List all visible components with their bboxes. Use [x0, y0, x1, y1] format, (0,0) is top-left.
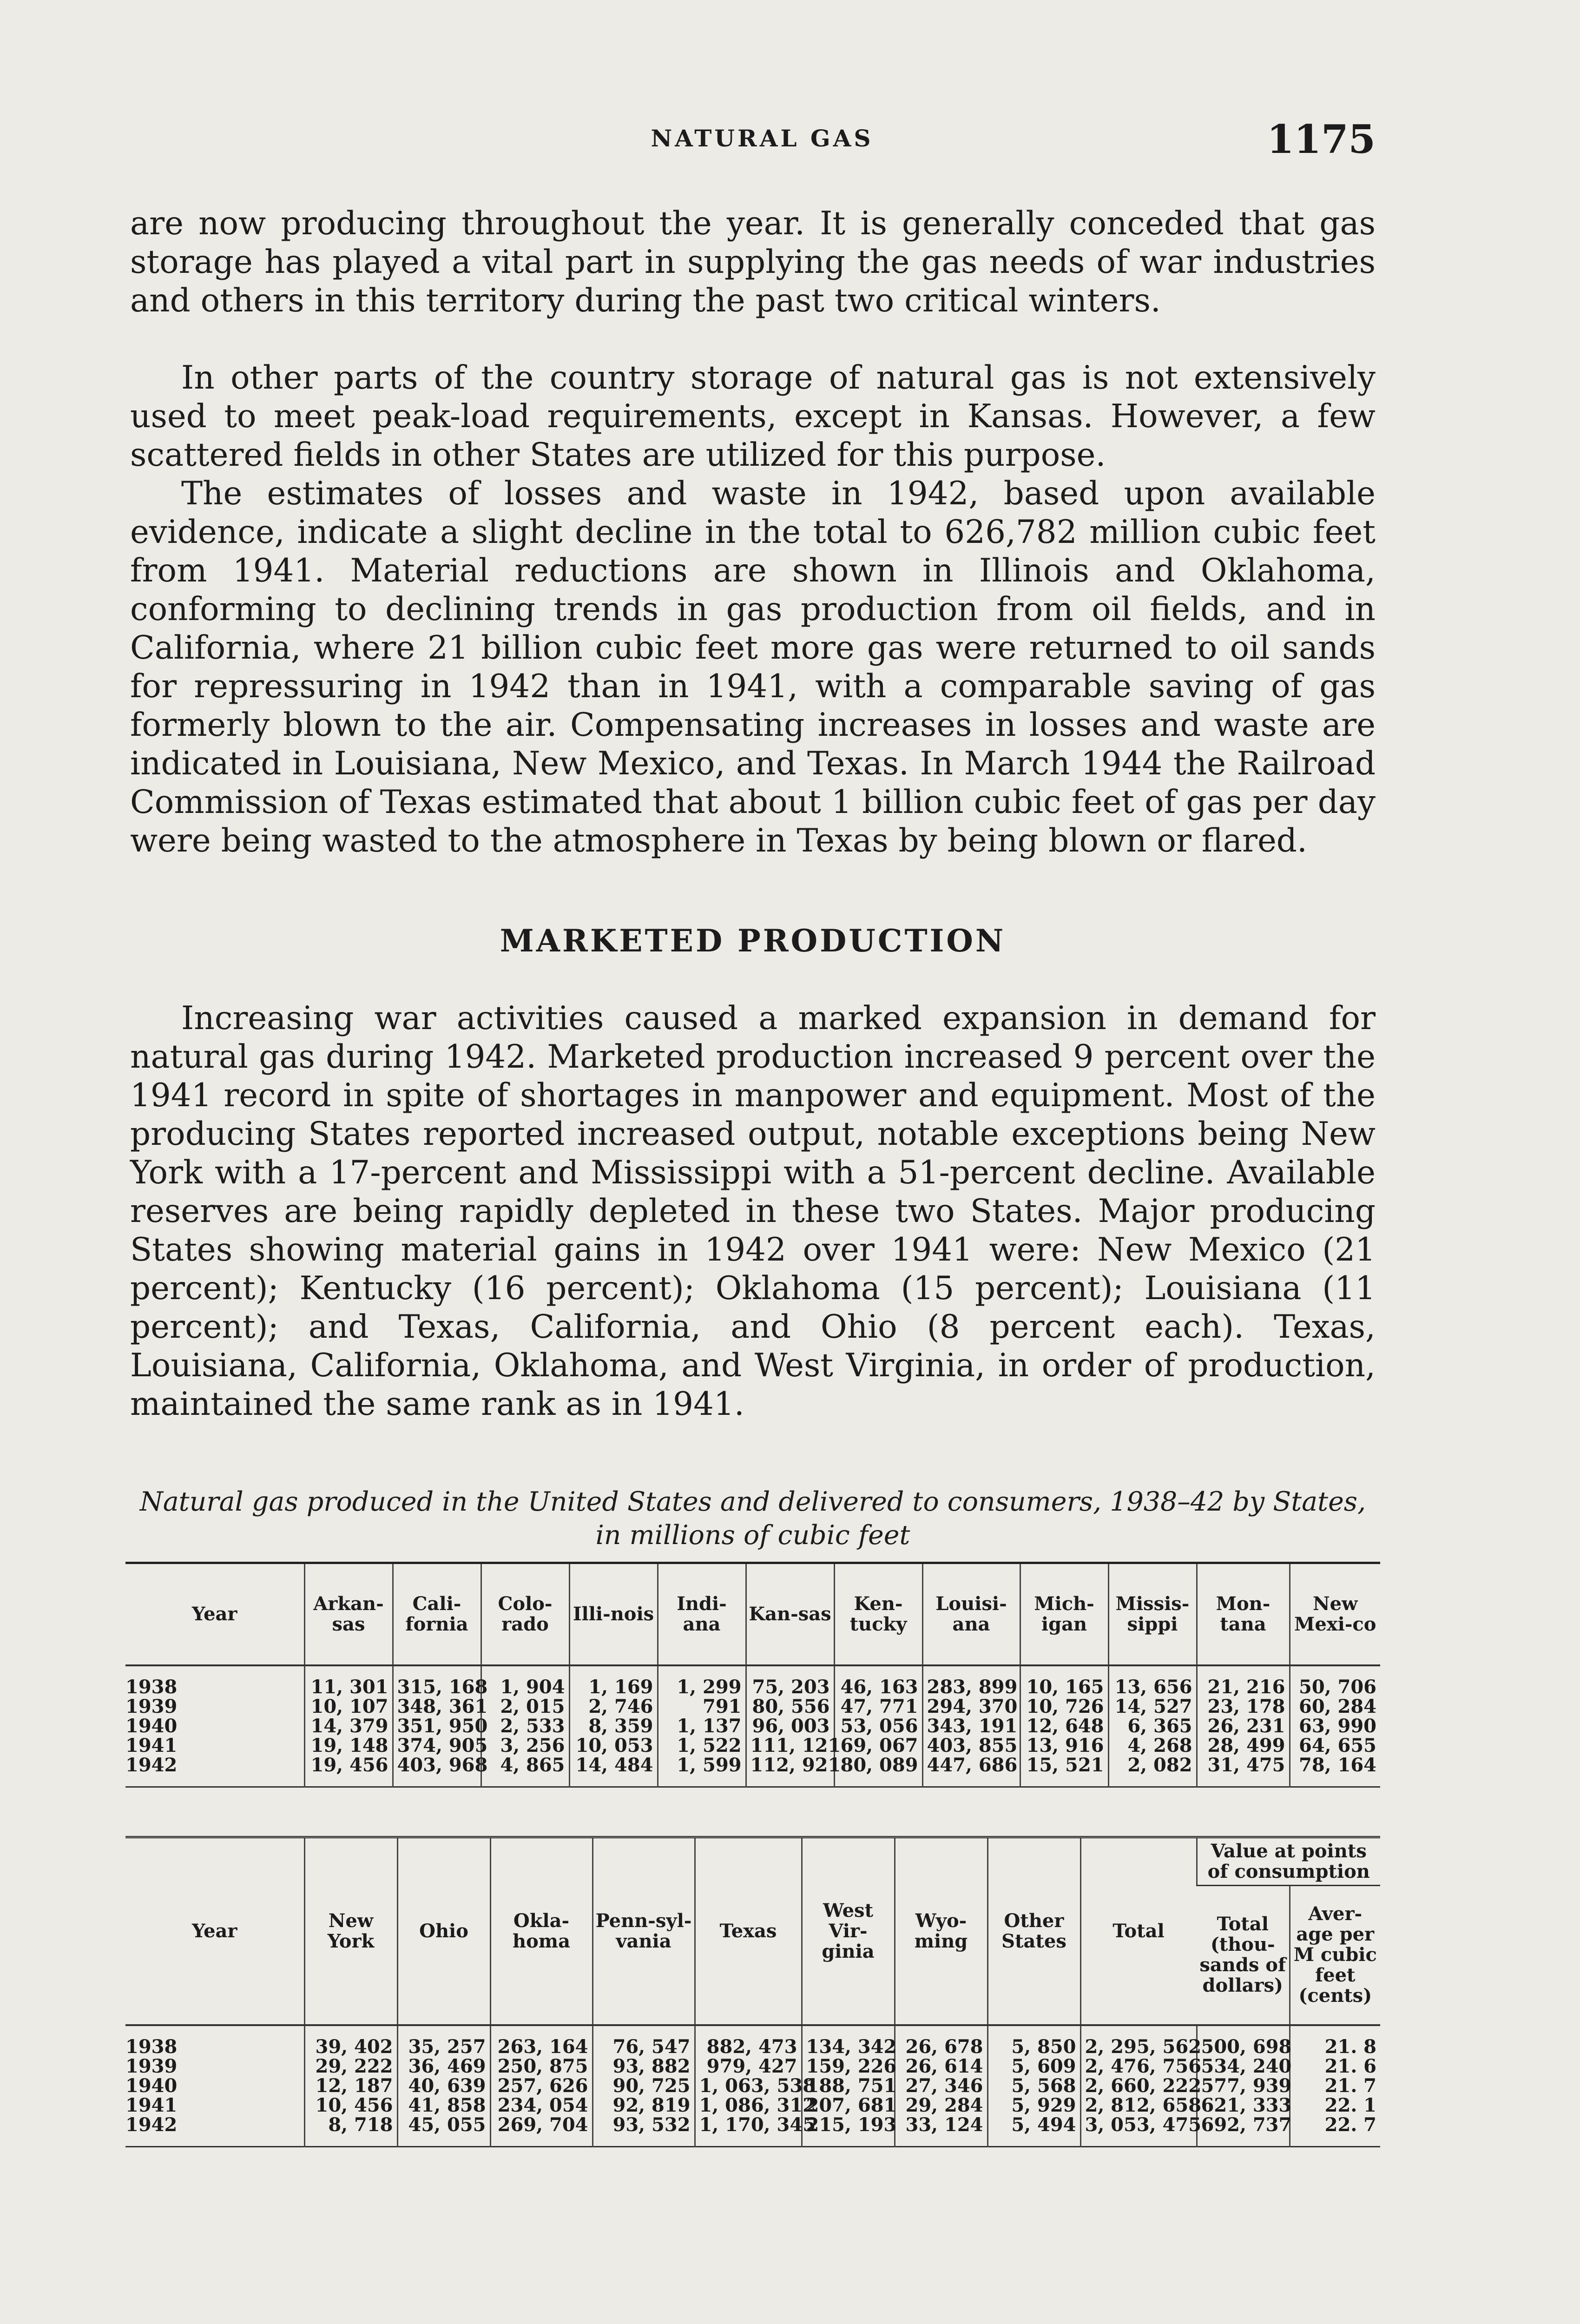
value-cell: 234, 054 [490, 2096, 592, 2115]
value-cell: 69, 067 [834, 1736, 922, 1756]
value-cell: 92, 819 [592, 2096, 695, 2115]
value-cell: 269, 704 [490, 2115, 592, 2147]
value-cell: 188, 751 [802, 2076, 895, 2096]
year-cell: 1942 [125, 1754, 178, 1776]
value-cell: 621, 333 [1197, 2096, 1290, 2115]
column-header: Texas [695, 1837, 802, 2025]
column-header: Kan-sas [746, 1563, 834, 1665]
value-cell: 257, 626 [490, 2076, 592, 2096]
value-cell: 315, 168 [393, 1665, 481, 1697]
value-cell: 13, 656 [1108, 1665, 1197, 1697]
value-cell: 791 [658, 1697, 746, 1717]
column-header: Illi-nois [569, 1563, 658, 1665]
year-cell: 1941 [125, 2094, 178, 2116]
value-cell: 35, 257 [397, 2025, 490, 2057]
value-cell: 10, 726 [1020, 1697, 1108, 1717]
value-cell: 60, 284 [1290, 1697, 1380, 1717]
column-header: Mich-igan [1020, 1563, 1108, 1665]
column-header: Penn-syl-vania [592, 1837, 695, 2025]
running-header: NATURAL GAS [651, 125, 874, 152]
value-cell: 10, 053 [569, 1736, 658, 1756]
value-cell: 159, 226 [802, 2057, 895, 2076]
state-production-table-1 [125, 1562, 1380, 1788]
table-row [125, 1697, 1380, 1717]
value-cell: 692, 737 [1197, 2115, 1290, 2147]
value-cell: 10, 456 [304, 2096, 397, 2115]
value-cell: 2, 746 [569, 1697, 658, 1717]
column-header: Year [125, 1837, 304, 2025]
value-cell: 40, 639 [397, 2076, 490, 2096]
value-cell: 96, 003 [746, 1717, 834, 1736]
value-cell: 500, 698 [1197, 2025, 1290, 2057]
value-cell: 50, 706 [1290, 1665, 1380, 1697]
value-cell: 250, 875 [490, 2057, 592, 2076]
value-cell: 112, 921 [746, 1756, 834, 1787]
value-cell: 134, 342 [802, 2025, 895, 2057]
value-cell: 4, 865 [481, 1756, 569, 1787]
value-cell: 13, 916 [1020, 1736, 1108, 1756]
value-cell: 1, 599 [658, 1756, 746, 1787]
table-row [125, 1665, 1380, 1697]
value-cell: 26, 231 [1197, 1717, 1290, 1736]
value-cell: 3, 053, 475 [1080, 2115, 1197, 2147]
column-header: Ken-tucky [834, 1563, 922, 1665]
value-cell: 45, 055 [397, 2115, 490, 2147]
column-header: Other States [988, 1837, 1080, 2025]
column-header: Louisi-ana [922, 1563, 1020, 1665]
column-header: New York [304, 1837, 397, 2025]
value-cell: 90, 725 [592, 2076, 695, 2096]
column-header: Colo-rado [481, 1563, 569, 1665]
paragraph-marketed-production: Increasing war activities caused a marked expansion in demand for natural gas during 1942. Marketed production increased 9 percent over the 1941 record in spite of shortages in manpower and equipment. Most of the producing States reported increased output, notable exceptions being New York with a 17-percent and Mississippi with a 51-percent decline. Available reserves are being rapidly depleted in these two States. Major producing States showing material gains in 1942 over 1941 were: New Mexico (21 percent); Kentucky (16 percent); Oklahoma (15 percent); Louisiana (11 percent); and Texas, California, and Ohio (8 percent each). Texas, Louisiana, California, Oklahoma, and West Virginia, in order of production, maintained the same rank as in 1941. [130, 1000, 1376, 1423]
value-cell: 11, 301 [304, 1665, 393, 1697]
value-cell: 39, 402 [304, 2025, 397, 2057]
value-cell: 27, 346 [895, 2076, 988, 2096]
value-cell: 5, 929 [988, 2096, 1080, 2115]
paragraph-storage: In other parts of the country storage of natural gas is not extensively used to meet peak-load requirements, except in Kansas. However, a few scattered fields in other States are utilized for this purpose. [130, 359, 1376, 474]
value-cell: 8, 359 [569, 1717, 658, 1736]
section-heading: MARKETED PRODUCTION [500, 923, 1006, 959]
value-cell: 26, 614 [895, 2057, 988, 2076]
paragraph-losses-waste: The estimates of losses and waste in 1942, based upon available evidence, indicate a slight decline in the total to 626,782 million cubic feet from 1941. Material reductions are shown in Illinois and Oklahoma, conforming to declining trends in gas production from oil fields, and in California, where 21 billion cubic feet more gas were returned to oil sands for repressuring in 1942 than in 1941, with a comparable saving of gas formerly blown to the air. Compensating increases in losses and waste are indicated in Louisiana, New Mexico, and Texas. In March 1944 the Railroad Commission of Texas estimated that about 1 billion cubic feet of gas per day were being wasted to the atmosphere in Texas by being blown or flared. [130, 475, 1376, 859]
value-cell: 29, 222 [304, 2057, 397, 2076]
value-cell: 343, 191 [922, 1717, 1020, 1736]
value-cell: 351, 950 [393, 1717, 481, 1736]
year-cell: 1940 [125, 2074, 178, 2097]
table-row [125, 2025, 1380, 2057]
value-cell: 283, 899 [922, 1665, 1020, 1697]
value-cell: 1, 170, 345 [695, 2115, 802, 2147]
column-header: Okla-homa [490, 1837, 592, 2025]
value-cell: 4, 268 [1108, 1736, 1197, 1756]
value-cell: 93, 882 [592, 2057, 695, 2076]
value-cell: 207, 681 [802, 2096, 895, 2115]
paragraph-continuation: are now producing throughout the year. It is generally conceded that gas storage has played a vital part in supplying the gas needs of war industries and others in this territory during the past two critical winters. [130, 205, 1376, 319]
column-header: New Mexi-co [1290, 1563, 1380, 1665]
table-row [125, 1756, 1380, 1787]
value-cell: 10, 107 [304, 1697, 393, 1717]
value-cell: 2, 476, 756 [1080, 2057, 1197, 2076]
value-cell: 979, 427 [695, 2057, 802, 2076]
column-header: West Vir-ginia [802, 1837, 895, 2025]
value-cell: 75, 203 [746, 1665, 834, 1697]
table-row [125, 1736, 1380, 1756]
value-cell: 1, 063, 538 [695, 2076, 802, 2096]
value-cell: 63, 990 [1290, 1717, 1380, 1736]
value-cell: 41, 858 [397, 2096, 490, 2115]
value-cell: 1, 169 [569, 1665, 658, 1697]
value-cell: 21. 6 [1290, 2057, 1380, 2076]
value-cell: 33, 124 [895, 2115, 988, 2147]
column-header: Indi-ana [658, 1563, 746, 1665]
value-cell: 5, 494 [988, 2115, 1080, 2147]
value-cell: 403, 855 [922, 1736, 1020, 1756]
value-cell: 26, 678 [895, 2025, 988, 2057]
table-row [125, 2115, 1380, 2147]
column-header: Mon-tana [1197, 1563, 1290, 1665]
value-cell: 882, 473 [695, 2025, 802, 2057]
value-cell: 64, 655 [1290, 1736, 1380, 1756]
column-header: Wyo-ming [895, 1837, 988, 2025]
column-header: Missis-sippi [1108, 1563, 1197, 1665]
table-row [125, 2096, 1380, 2115]
year-cell: 1942 [125, 2113, 178, 2136]
column-header: Total (thou-sands of dollars) [1197, 1886, 1290, 2025]
value-cell: 5, 850 [988, 2025, 1080, 2057]
value-cell: 76, 547 [592, 2025, 695, 2057]
value-cell: 2, 533 [481, 1717, 569, 1736]
value-cell: 1, 299 [658, 1665, 746, 1697]
year-cell: 1941 [125, 1734, 178, 1756]
value-cell: 5, 568 [988, 2076, 1080, 2096]
year-cell: 1939 [125, 1695, 178, 1717]
year-cell: 1940 [125, 1715, 178, 1737]
value-cell: 28, 499 [1197, 1736, 1290, 1756]
value-cell: 215, 193 [802, 2115, 895, 2147]
table-row [125, 2076, 1380, 2096]
value-cell: 78, 164 [1290, 1756, 1380, 1787]
value-cell: 12, 187 [304, 2076, 397, 2096]
value-cell: 80, 556 [746, 1697, 834, 1717]
table-row [125, 2057, 1380, 2076]
value-cell: 21. 7 [1290, 2076, 1380, 2096]
value-cell: 3, 256 [481, 1736, 569, 1756]
value-cell: 31, 475 [1197, 1756, 1290, 1787]
value-cell: 22. 7 [1290, 2115, 1380, 2147]
year-cell: 1939 [125, 2055, 178, 2077]
value-cell: 14, 379 [304, 1717, 393, 1736]
value-cell: 374, 905 [393, 1736, 481, 1756]
column-header: Arkan-sas [304, 1563, 393, 1665]
value-cell: 53, 056 [834, 1717, 922, 1736]
column-group-header: Value at points of consumption [1197, 1837, 1380, 1886]
value-cell: 10, 165 [1020, 1665, 1108, 1697]
value-cell: 111, 121 [746, 1736, 834, 1756]
value-cell: 22. 1 [1290, 2096, 1380, 2115]
value-cell: 8, 718 [304, 2115, 397, 2147]
value-cell: 2, 295, 562 [1080, 2025, 1197, 2057]
value-cell: 14, 527 [1108, 1697, 1197, 1717]
value-cell: 1, 522 [658, 1736, 746, 1756]
value-cell: 447, 686 [922, 1756, 1020, 1787]
column-header: Aver-age per M cubic feet (cents) [1290, 1886, 1380, 2025]
value-cell: 6, 365 [1108, 1717, 1197, 1736]
state-production-table-2 [125, 1836, 1380, 2147]
table-row [125, 1717, 1380, 1736]
value-cell: 2, 660, 222 [1080, 2076, 1197, 2096]
value-cell: 534, 240 [1197, 2057, 1290, 2076]
value-cell: 348, 361 [393, 1697, 481, 1717]
value-cell: 21. 8 [1290, 2025, 1380, 2057]
value-cell: 29, 284 [895, 2096, 988, 2115]
value-cell: 47, 771 [834, 1697, 922, 1717]
value-cell: 2, 082 [1108, 1756, 1197, 1787]
column-header: Year [125, 1563, 304, 1665]
value-cell: 2, 812, 658 [1080, 2096, 1197, 2115]
column-header: Total [1080, 1837, 1197, 2025]
value-cell: 80, 089 [834, 1756, 922, 1787]
value-cell: 46, 163 [834, 1665, 922, 1697]
year-cell: 1938 [125, 2035, 178, 2058]
value-cell: 12, 648 [1020, 1717, 1108, 1736]
year-cell: 1938 [125, 1676, 178, 1698]
column-header: Ohio [397, 1837, 490, 2025]
value-cell: 403, 968 [393, 1756, 481, 1787]
value-cell: 93, 532 [592, 2115, 695, 2147]
value-cell: 36, 469 [397, 2057, 490, 2076]
value-cell: 294, 370 [922, 1697, 1020, 1717]
value-cell: 577, 939 [1197, 2076, 1290, 2096]
value-cell: 14, 484 [569, 1756, 658, 1787]
value-cell: 263, 164 [490, 2025, 592, 2057]
value-cell: 1, 904 [481, 1665, 569, 1697]
value-cell: 19, 456 [304, 1756, 393, 1787]
column-header: Cali-fornia [393, 1563, 481, 1665]
value-cell: 23, 178 [1197, 1697, 1290, 1717]
value-cell: 1, 086, 312 [695, 2096, 802, 2115]
value-cell: 21, 216 [1197, 1665, 1290, 1697]
value-cell: 5, 609 [988, 2057, 1080, 2076]
table-caption: Natural gas produced in the United States and delivered to consumers, 1938–42 by States, in millions of cubic feet [139, 1486, 1366, 1551]
value-cell: 19, 148 [304, 1736, 393, 1756]
value-cell: 1, 137 [658, 1717, 746, 1736]
value-cell: 2, 015 [481, 1697, 569, 1717]
page-number: 1175 [1267, 116, 1376, 162]
value-cell: 15, 521 [1020, 1756, 1108, 1787]
